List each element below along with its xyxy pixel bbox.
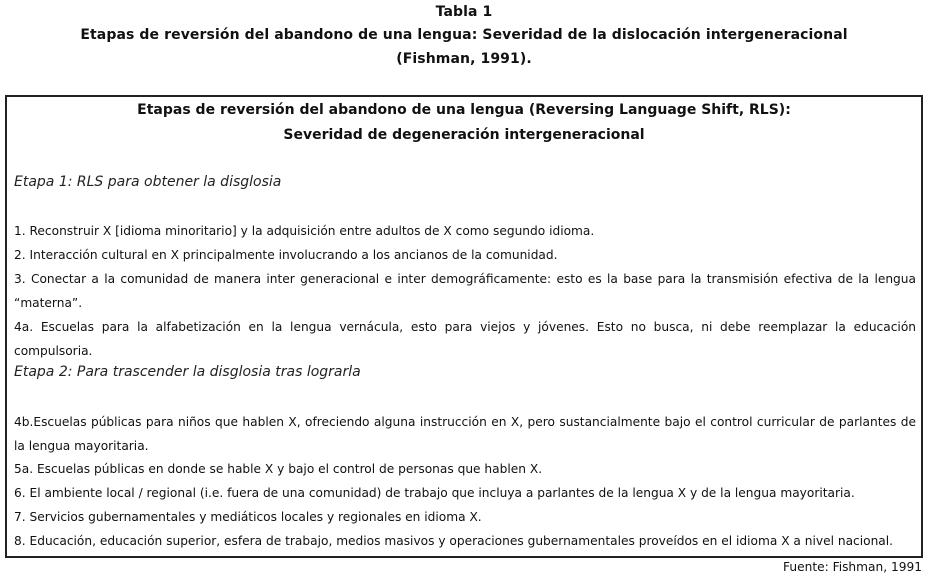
source-note: Fuente: Fishman, 1991	[783, 560, 922, 574]
stage-1-item-3: 3. Conectar a la comunidad de manera inter generacional e inter demográficamente: esto es la base para la transmisión efectiva de la lengua “materna”.	[14, 272, 916, 310]
stage-1-item-4a: 4a. Escuelas para la alfabetización en la lengua vernácula, esto para viejos y jóvenes. Esto no busca, ni debe reemplazar la educación compulsoria.	[14, 320, 916, 358]
stage-1-heading: Etapa 1: RLS para obtener la disglosia	[14, 174, 282, 190]
stage-2-item-7: 7. Servicios gubernamentales y mediáticos locales y regionales en idioma X.	[14, 510, 482, 524]
stage-1-item-1: 1. Reconstruir X [idioma minoritario] y la adquisición entre adultos de X como segundo idioma.	[14, 224, 595, 238]
rls-stages-table	[5, 95, 923, 558]
table-caption-subtitle: Etapas de reversión del abandono de una lengua: Severidad de la dislocación intergeneracional	[80, 27, 848, 43]
table-header-title: Etapas de reversión del abandono de una lengua (Reversing Language Shift, RLS):	[137, 102, 791, 118]
stage-2-item-4b: 4b.Escuelas públicas para niños que hablen X, ofreciendo alguna instrucción en X, pero sustancialmente bajo el control curricular de parlantes de la lengua mayoritaria.	[14, 415, 916, 453]
stage-2-item-6: 6. El ambiente local / regional (i.e. fuera de una comunidad) de trabajo que incluya a parlantes de la lengua X y de la lengua mayoritaria.	[14, 486, 855, 500]
table-caption-title: Tabla 1	[435, 4, 493, 20]
stage-1-item-2: 2. Interacción cultural en X principalmente involucrando a los ancianos de la comunidad.	[14, 248, 558, 262]
stage-2-item-8: 8. Educación, educación superior, esfera de trabajo, medios masivos y operaciones gubernamentales proveídos en el idioma X a nivel nacional.	[14, 534, 894, 548]
table-header-subtitle: Severidad de degeneración intergeneracional	[283, 127, 645, 143]
table-caption-citation: (Fishman, 1991).	[396, 51, 532, 67]
stage-2-heading: Etapa 2: Para trascender la disglosia tras lograrla	[14, 364, 361, 380]
stage-2-item-5a: 5a. Escuelas públicas en donde se hable X y bajo el control de personas que hablen X.	[14, 462, 543, 476]
